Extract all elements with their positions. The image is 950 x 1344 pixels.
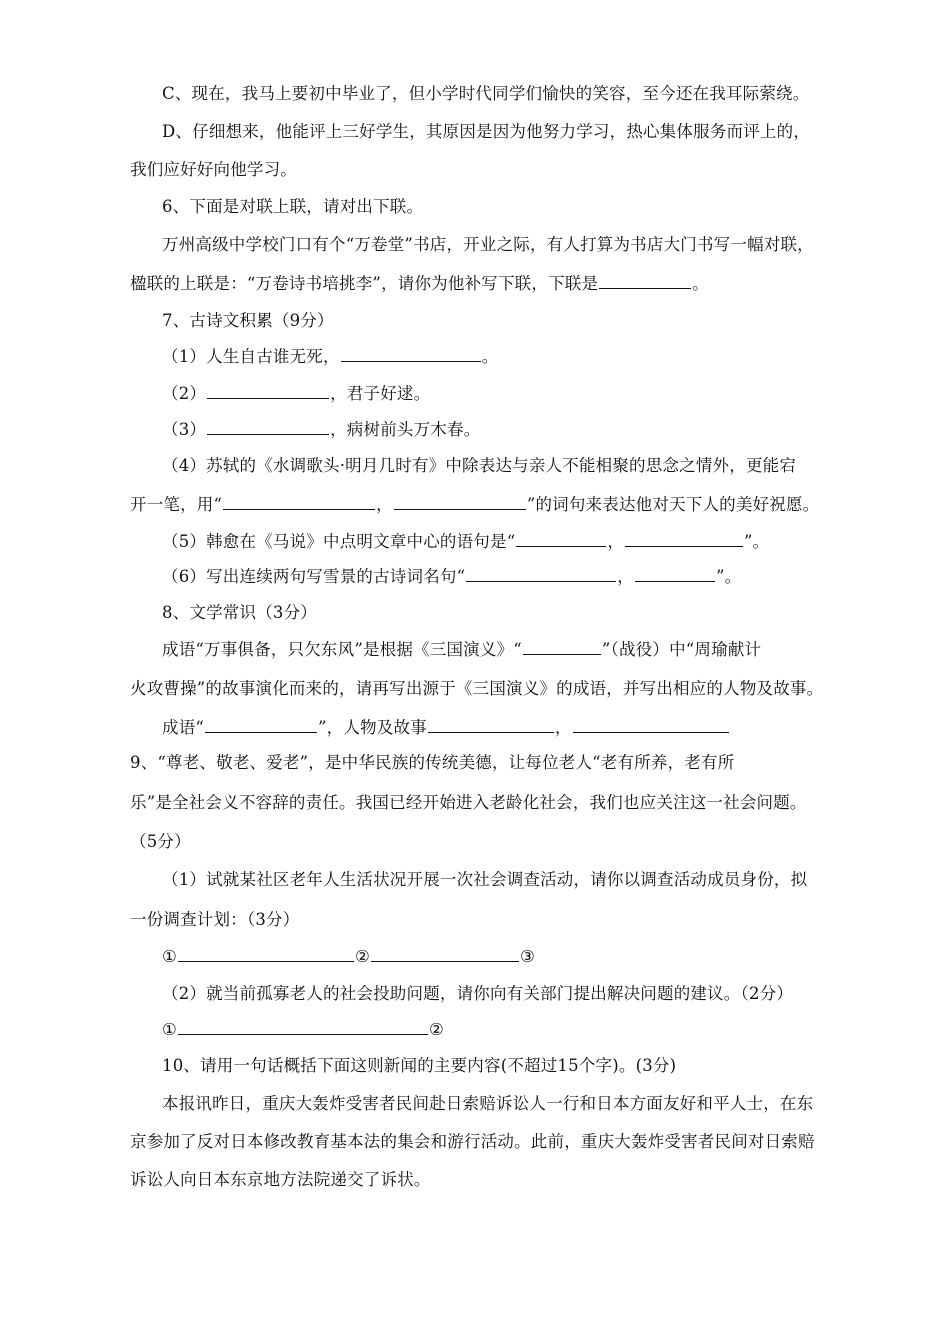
q7-2-text: （2） [162, 384, 207, 403]
q7-item-4-line1: （4）苏轼的《水调歌头·明月几时有》中除表达与亲人不能相聚的思念之情外，更能宕 [162, 456, 797, 475]
suggestion-1-blank[interactable] [178, 1018, 428, 1035]
q7-6-blank-2[interactable] [635, 565, 715, 582]
q7-5-comma: ， [607, 532, 625, 551]
q8-text-2: ”（战役）中“周瑜献计 [601, 640, 762, 659]
q7-item-4-line2 [130, 493, 819, 516]
q7-3-blank[interactable] [207, 418, 329, 435]
q7-4-text: 开一笔，用“ [130, 495, 223, 514]
q8-body-line2: 火攻曹操”的故事演化而来的，请再写出源于《三国演义》的成语，并写出相应的人物及故事。 [130, 679, 824, 698]
q7-1-text: （1）人生自古谁无死， [162, 347, 340, 366]
q9-1-plan-blanks [162, 945, 535, 968]
q7-3-text: （3） [162, 420, 207, 439]
q7-item-2 [162, 382, 430, 405]
q9-1-line1: （1）试就某社区老年人生活状况开展一次社会调查活动，请你以调查活动成员身份，拟 [162, 870, 808, 889]
q7-4-comma: ， [376, 495, 393, 514]
q6-body-end: 。 [692, 274, 709, 293]
q7-3-end: ，病树前头万木春。 [330, 420, 481, 439]
q7-5-blank-1[interactable] [516, 530, 606, 547]
q7-item-3 [162, 418, 480, 441]
q7-4-blank-2[interactable] [394, 493, 526, 510]
q7-item-1 [162, 345, 498, 368]
q7-6-end: ”。 [715, 567, 742, 586]
q7-4-end: ”的词句来表达他对天下人的美好祝愿。 [526, 495, 820, 514]
q10-news-line3: 诉讼人向日本东京地方法院递交了诉状。 [130, 1170, 431, 1189]
q7-1-blank[interactable] [341, 345, 481, 362]
q9-score: （5分） [130, 832, 191, 851]
q8-idiom-blank[interactable] [205, 716, 317, 733]
q8-idiom-label: 成语“ [162, 718, 205, 737]
q8-story-label: ”，人物及故事 [318, 718, 427, 737]
q8-title: 8、文学常识（3分） [162, 603, 317, 622]
q10-news-line1: 本报讯昨日，重庆大轰炸受害者民间赴日索赔诉讼人一行和日本方面友好和平人士，在东 [162, 1094, 814, 1113]
q7-6-text: （6）写出连续两句写雪景的古诗词名句“ [162, 567, 466, 586]
q8-comma: ， [554, 718, 572, 737]
q6-body-line2 [130, 272, 709, 295]
q7-1-end: 。 [481, 347, 499, 366]
q6-body-line1: 万州高级中学校门口有个“万卷堂”书店，开业之际，有人打算为书店大门书写一幅对联， [162, 235, 814, 254]
q8-body-line1 [162, 638, 761, 661]
q7-2-end: ，君子好逑。 [330, 384, 431, 403]
q9-2-circle-2: ② [429, 1020, 444, 1039]
q5-option-d-line2: 我们应好好向他学习。 [130, 160, 297, 179]
q10-title: 10、请用一句话概括下面这则新闻的主要内容(不超过15个字)。(3分) [162, 1056, 677, 1075]
q9-2-circle-1: ① [162, 1020, 177, 1039]
q7-item-5 [162, 530, 769, 553]
q9-2-suggestion-blanks [162, 1018, 444, 1041]
q6-title: 6、下面是对联上联，请对出下联。 [162, 197, 424, 216]
q8-person-blank[interactable] [428, 716, 554, 733]
q7-6-comma: ， [617, 567, 634, 586]
q7-4-blank-1[interactable] [223, 493, 375, 510]
q8-text-1: 成语“万事俱备，只欠东风”是根据《三国演义》“ [162, 640, 522, 659]
q7-5-text: （5）韩愈在《马说》中点明文章中心的语句是“ [162, 532, 516, 551]
couplet-answer-blank[interactable] [599, 272, 691, 289]
q7-2-blank[interactable] [207, 382, 329, 399]
q9-2-line: （2）就当前孤寡老人的社会投助问题，请你向有关部门提出解决问题的建议。（2分） [162, 984, 794, 1003]
q7-item-6 [162, 565, 741, 588]
q5-option-c: C、现在，我马上要初中毕业了，但小学时代同学们愉快的笑容，至今还在我耳际萦绕。 [162, 84, 810, 103]
q8-body-line3 [162, 716, 730, 739]
q9-line1: 9、“尊老、敬老、爱老”，是中华民族的传统美德，让每位老人“老有所养，老有所 [130, 753, 735, 772]
q10-news-line2: 京参加了反对日本修改教育基本法的集会和游行活动。此前，重庆大轰炸受害者民间对日索赔 [130, 1132, 815, 1151]
q9-1-circle-1: ① [162, 947, 177, 966]
q9-1-line2: 一份调查计划：（3分） [130, 910, 300, 929]
plan-step-2-blank[interactable] [371, 945, 519, 962]
q8-story-blank[interactable] [573, 716, 729, 733]
q7-5-blank-2[interactable] [625, 530, 743, 547]
q9-1-circle-2: ② [355, 947, 370, 966]
q9-line2: 乐”是全社会义不容辞的责任。我国已经开始进入老龄化社会，我们也应关注这一社会问题。 [130, 793, 807, 812]
plan-step-1-blank[interactable] [178, 945, 354, 962]
q7-5-end: ”。 [744, 532, 770, 551]
q8-battle-blank[interactable] [523, 638, 601, 655]
q5-option-d-line1: D、仔细想来，他能评上三好学生，其原因是因为他努力学习，热心集体服务而评上的， [162, 122, 811, 141]
q7-6-blank-1[interactable] [466, 565, 616, 582]
q6-body-text: 楹联的上联是：“万卷诗书培挑李”，请你为他补写下联，下联是 [130, 274, 599, 293]
q7-title: 7、古诗文积累（9分） [162, 311, 334, 330]
q9-1-circle-3: ③ [520, 947, 535, 966]
